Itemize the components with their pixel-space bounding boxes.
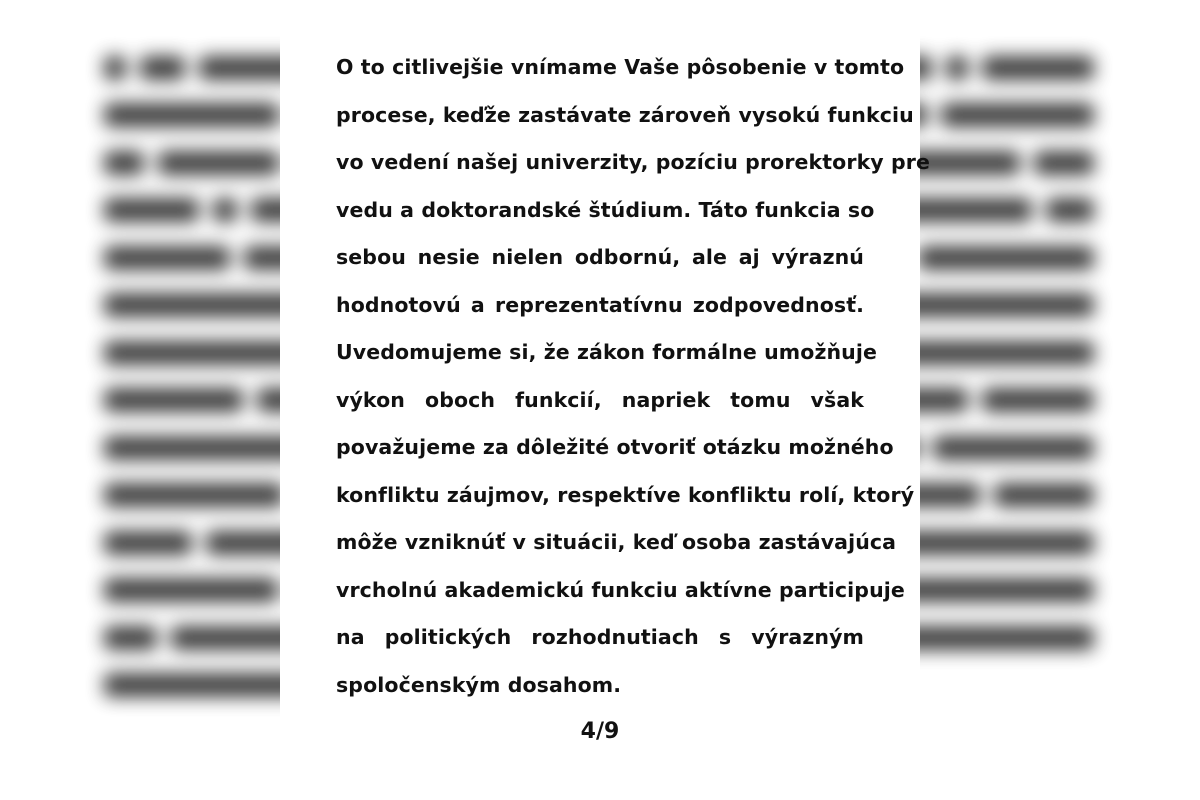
blurred-word (946, 56, 968, 80)
blurred-word (933, 436, 1094, 460)
blurred-word (140, 56, 185, 80)
blurred-word (994, 483, 1094, 507)
paragraph-line: konfliktu záujmov, respektíve konfliktu rolí, ktorý (336, 482, 915, 507)
paragraph-line: vrcholnú akademickú funkciu aktívne participuje (336, 577, 905, 602)
blurred-word (1034, 151, 1094, 175)
body-paragraph (336, 44, 930, 709)
paragraph-line: vedu a doktorandské štúdium. Táto funkcia so (336, 197, 875, 222)
blurred-word (1046, 198, 1094, 222)
blurred-word (104, 483, 284, 507)
blurred-word (158, 151, 279, 175)
paragraph-line: považujeme za dôležité otvoriť otázku možného (336, 435, 894, 459)
blurred-word (895, 341, 1094, 365)
paragraph-line: na politických rozhodnutiach s výrazným (336, 625, 864, 649)
blurred-word (941, 103, 1094, 127)
blurred-word (213, 198, 237, 222)
blurred-word (982, 388, 1094, 412)
blurred-word (982, 56, 1094, 80)
paragraph-line: výkon oboch funkcií, napriek tomu však (336, 387, 864, 412)
page-number: 4/9 (580, 719, 620, 744)
blurred-word (104, 103, 279, 127)
blurred-word (104, 198, 199, 222)
blurred-word (104, 578, 278, 602)
paragraph-line: spoločenským dosahom. (336, 672, 622, 697)
paragraph-line: vo vedení našej univerzity, pozíciu prorektorky pre (336, 150, 930, 174)
blurred-word (104, 151, 144, 175)
paragraph-line: môže vzniknúť v situácii, keď osoba zastávajúca (336, 530, 897, 554)
blurred-word (104, 626, 157, 650)
blurred-word (104, 246, 230, 270)
paragraph-line: Uvedomujeme si, že zákon formálne umožňuje (336, 340, 878, 364)
blurred-word (918, 246, 1094, 270)
paragraph-line: procese, keďže zastávate zároveň vysokú funkciu (336, 102, 914, 127)
document-page (280, 0, 930, 800)
paragraph-line: O to citlivejšie vnímame Vaše pôsobenie v tomto (336, 55, 905, 79)
blurred-word (104, 56, 126, 80)
paragraph-line: sebou nesie nielen odbornú, ale aj výraznú (336, 245, 864, 269)
blurred-word (104, 531, 192, 555)
blurred-word (104, 388, 243, 412)
paragraph-line: hodnotovú a reprezentatívnu zodpovednosť. (336, 292, 864, 317)
